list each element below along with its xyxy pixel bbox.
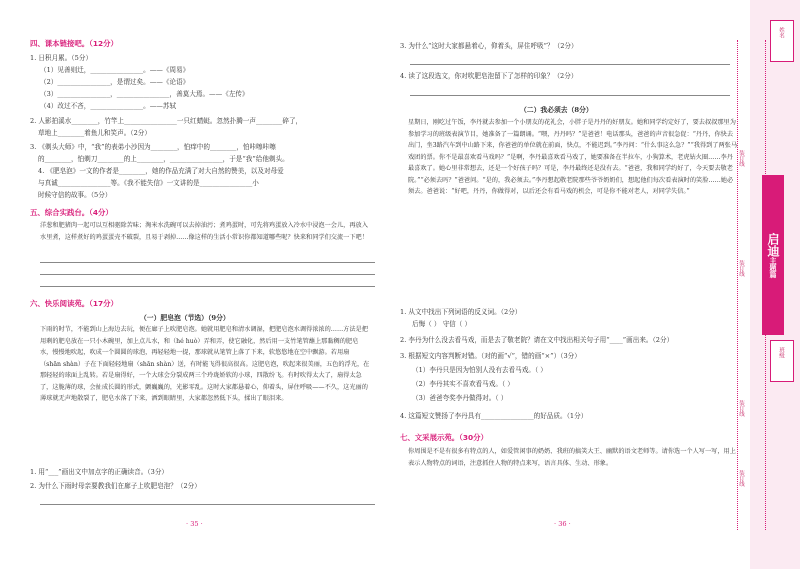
q1-item-2: （2）________________，是谓过矣。——《论语》 [40,78,190,86]
answer-line [410,95,730,96]
passage-1-text: 下雨的时节，不能到山上海边去玩，便在廊子上吹肥皂泡。她就用肥皂和清水调湿，把肥皂泡水调得浓浓的……方法是把用剩的肥皂放在一只小木碗里，加上点儿水，和（hé huò）弄和弄，使它融化，然后用一支竹笔管蘸上那黏稠的肥皂水，慢慢地吹起，吹成一个圆圆的球泡，再轻轻地一提，那球就从笔管上落了下来，软悠悠地在空中飘游。若用扇（shān shàn）子在下面轻轻地扇（shān shàn）送，有时能飞得很高很高。这肥皂泡，吹起来很美丽，五色的浮光，在那轻轻的球面上乱转。若是扇得好，一个大球会分裂成两三个玲珑娇软的小球，四散纷飞。有时吹得太大了，扇得太急了，这脆薄的球，会扯成长圆的形式，颤巍巍的，光影零乱。这时大家都悬着心，仰着头，屏住呼吸——不久，这光丽的薄球就无声地散裂了，肥皂水落了下来，洒到眼睛里，大家都忽然低下头，揉出了眼泪来。 [40,326,370,402]
passage-1-title: （一）肥皂泡（节选）（9分） [140,314,230,322]
judgement-item-3: （3）爸爸夸奖李丹做得对。（ ） [412,394,508,402]
answer-line [410,64,730,65]
q1-item-1: （1）见善则迁，________________。——《周易》 [40,66,190,74]
cut-line [737,40,738,530]
answer-line [40,262,375,263]
left-page [0,0,390,569]
section-5-title: 五、综合实践台。（4分） [30,208,113,217]
q1-item-4: （4）改过不吝，________________。——苏轼 [40,102,177,110]
binding-label: 装订线 [738,400,744,417]
name-label: 姓名 [778,27,784,38]
reading-question-7: 3. 根据短文内容判断对错。（对的画“√”，错的画“×”）（3分） [400,352,581,360]
judgement-item-2: （2）李丹其实不喜欢看马戏。（ ） [412,380,514,388]
brand-name: 启迪 [766,232,780,257]
reading-question-8: 4. 这篇短文赞扬了李丹具有________________的好品质。（1分） [400,412,588,420]
reading-question-4: 4. 读了这段选文，你对吹肥皂泡留下了怎样的印象？（2分） [400,72,578,80]
passage-2-text: 星期日，刚吃过午饭，李丹就去参加一个小朋友的花礼会，小胖子是丹丹的好朋友。她和同学约定好了，要去叔叔那里为参加学习的班级表演节目，她准备了一篇朗诵。“喂，丹丹吗？”是爸爸！电话那头，爸爸的声音很急促：“丹丹，你快去出门，坐3路汽车到中山路下来，你爸爸的单位就在前面，快点，不能迟到。”李丹问：“什么事这么急？”“我得到了两张马戏团的票。你不是最喜欢看马戏吗？”是啊，李丹最喜欢看马戏了，她要准备在半拉车，小狗算术，老虎钻火圈……李丹最喜欢了。她心里非常想去，还是一个好孩子吗？可是，李丹最终还是没有去。“爸爸，我和同学约好了，今天要去敬老院。”“必须去吗？”爸爸问。“是的，我必须去。”李丹想起敬老院那些爷爷奶奶们，想起他们每次看表演时的笑脸……她必须去。爸爸说：“好吧，丹丹，你做得对，以后还会有看马戏的机会，可是你不能对老人，对同学失信。” [408,119,738,195]
q1-item-3: （3）________________，________________，善莫大焉。——《左传》 [40,90,249,98]
binding-label: 装订线 [738,470,744,487]
class-label: 班级 [778,347,784,358]
answer-line [40,286,375,287]
question-3-line2: 的________，怕剃刀________的上________，________________，于是“我”给他剃头。 [38,155,289,163]
page-number: · 35 · [186,520,203,528]
right-page [392,0,750,569]
reading-question-6: 2. 李丹为什么没去看马戏，而是去了敬老院？请在文中找出相关句子用“____”画出来。（2分） [400,336,674,344]
reading-question-3: 3. 为什么“这时大家都悬着心，仰着头，屏住呼吸”？（2分） [400,42,578,50]
passage-2-title: （二）我必须去（8分） [520,106,593,114]
reading-question-5: 1. 从文中找出下列词语的反义词。（2分） [400,308,522,316]
binding-label: 装订线 [738,260,744,277]
question-1: 1. 日积月累。（5分） [30,54,93,62]
section-4-title: 四、课本链接吧。（12分） [30,39,118,48]
name-box [770,20,794,62]
class-box [770,340,794,382]
binding-label: 装订线 [738,150,744,167]
question-3-line4: 与真诚________________等。《我不能失信》一文讲的是________________小 [38,179,259,187]
answer-line [40,274,375,275]
question-2-line1: 2. 人影拍溪水________，竹竿上________________一只红蜻蜓。忽然扑腾一声________碎了， [30,117,303,125]
section-7-prompt: 你周围是不是有很多有特点的人，如爱管闲事的奶奶、我班的搞笑大王、幽默的语文老师等。请你选一个人写一写，用上表示人物特点的词语，注意抓住人物的特点来写，语言具体、生动、形象。 [408,448,736,467]
brand-logo [762,175,784,335]
judgement-item-1: （1）李丹只是因为怕别人没有去看马戏。（ ） [412,366,547,374]
question-3-line5: 时候守信的故事。（5分） [38,191,112,199]
answer-line [40,504,375,505]
section-7-title: 七、文采展示苑。（30分） [400,433,488,442]
page-number: · 36 · [554,520,571,528]
section-5-paragraph: 洋葱和肥猪肉一起可以互相驱除苦味；淘米水洗碗可以去掉油污；煮鸡蛋时，可先将鸡蛋放入冷水中浸泡一会儿，再放入水里煮，这样煮好的鸡蛋蛋壳不破裂，且易于剥掉……像这样的生活小常识你都知道哪些呢？快来和同学们交流一下吧！ [40,222,368,241]
reading-question-2: 2. 为什么下雨时母亲要教我们在廊子上吹肥皂泡？（2分） [30,482,201,490]
question-3-line1: 3. 《剃头大师》中，“我”的表弟小沙因为________，怕痒中的________，怕咔嚓咔嚓 [30,143,276,151]
question-2-line2: 草地上________着鱼儿和笑声。（2分） [38,129,151,137]
antonym-blanks: 后悔（ ） 守信（ ） [412,320,472,328]
reading-question-1: 1. 用“___”画出文中加点字的正确读音。（3分） [30,468,169,476]
section-6-title: 六、快乐阅读苑。（17分） [30,299,118,308]
brand-subtitle: 主题篇 [769,256,777,278]
question-3-line3: 4. 《肥皂泡》一文的作者是________，她的作品充满了对大自然的赞美，以及对母爱 [38,167,284,175]
